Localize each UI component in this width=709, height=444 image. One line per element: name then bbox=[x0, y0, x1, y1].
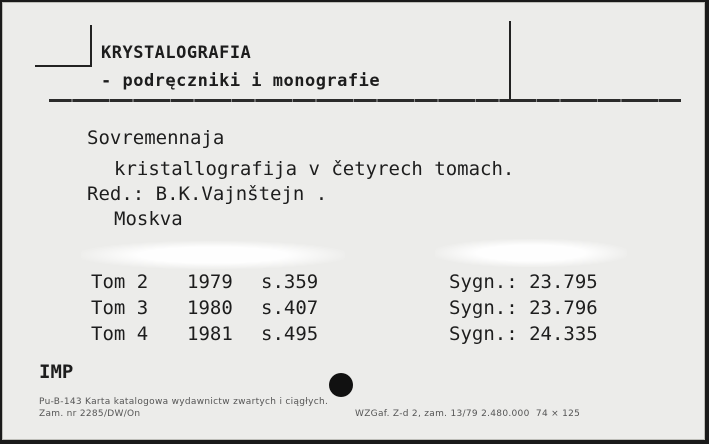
volume-year: 1981 bbox=[187, 323, 233, 345]
subject-subheading: - podręczniki i monografie bbox=[101, 71, 381, 91]
erased-sygn bbox=[435, 239, 627, 267]
title-line-1: Sovremennaja bbox=[87, 127, 225, 149]
shelfmark: Sygn.: 23.796 bbox=[449, 297, 598, 319]
volume-year: 1980 bbox=[187, 297, 233, 319]
header-tick bbox=[90, 25, 92, 67]
shelfmark: Sygn.: 23.795 bbox=[449, 271, 598, 293]
editor-line: Red.: B.K.Vajnštejn . bbox=[87, 183, 328, 205]
place-line: Moskva bbox=[114, 208, 183, 230]
footer-print-line-2-right: WZGaf. Z-d 2, zam. 13/79 2.480.000 74 × 125 bbox=[355, 409, 581, 419]
header-bottom-rule bbox=[49, 99, 681, 102]
volume-pages: s.359 bbox=[261, 271, 319, 293]
volume-number: Tom 4 bbox=[91, 323, 149, 345]
header-divider bbox=[509, 21, 511, 99]
footer-print-line-1: Pu-B-143 Karta katalogowa wydawnictw zwartych i ciągłych. bbox=[39, 397, 329, 407]
volume-pages: s.407 bbox=[261, 297, 319, 319]
volume-year: 1979 bbox=[187, 271, 233, 293]
volume-number: Tom 3 bbox=[91, 297, 149, 319]
subject-heading: KRYSTALOGRAFIA bbox=[101, 43, 252, 63]
imp-label: IMP bbox=[39, 361, 74, 383]
header-rule-left bbox=[35, 65, 90, 67]
erased-row bbox=[81, 241, 345, 269]
catalog-card bbox=[2, 2, 705, 440]
card-punch-hole bbox=[329, 373, 353, 397]
shelfmark: Sygn.: 24.335 bbox=[449, 323, 598, 345]
title-line-2: kristallografija v četyrech tomach. bbox=[114, 158, 515, 180]
volume-number: Tom 2 bbox=[91, 271, 149, 293]
footer-print-line-2-left: Zam. nr 2285/DW/On bbox=[39, 409, 141, 419]
volume-pages: s.495 bbox=[261, 323, 319, 345]
